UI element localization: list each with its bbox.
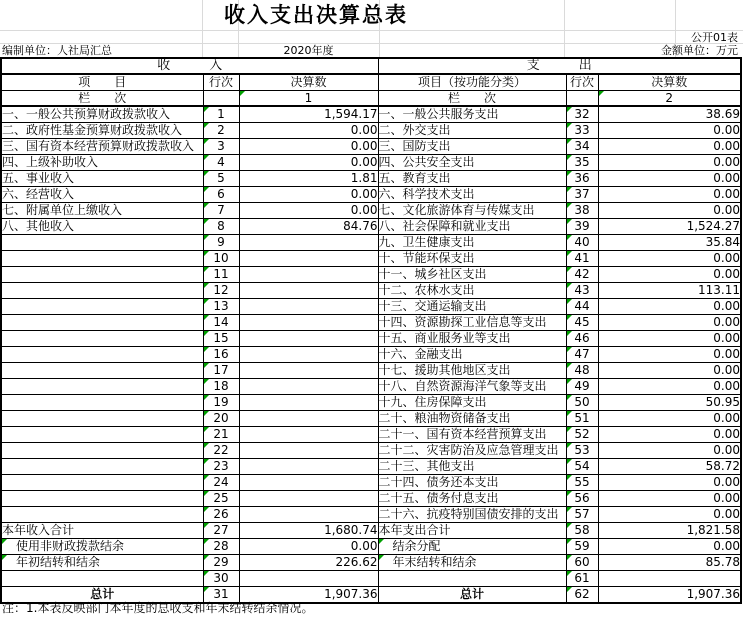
expenditure-line-number-cell: 43 — [566, 283, 598, 299]
expenditure-amount-cell: 0.00 — [598, 123, 741, 139]
expenditure-line-number-cell: 61 — [566, 571, 598, 587]
expenditure-item-cell: 本年支出合计 — [378, 523, 566, 539]
table-row — [1, 523, 741, 539]
income-line-number-cell: 31 — [203, 587, 239, 604]
income-amount-cell: 226.62 — [239, 555, 378, 571]
income-line-number-cell: 20 — [203, 411, 239, 427]
expenditure-amount-cell: 0.00 — [598, 171, 741, 187]
expenditure-item-cell: 二十五、债务付息支出 — [378, 491, 566, 507]
expenditure-item-cell: 十四、资源勘探工业信息等支出 — [378, 315, 566, 331]
income-line-number-cell: 24 — [203, 475, 239, 491]
expenditure-amount-cell: 1,524.27 — [598, 219, 741, 235]
expenditure-line-number-cell: 59 — [566, 539, 598, 555]
income-line-number-cell: 14 — [203, 315, 239, 331]
income-line-number-cell: 12 — [203, 283, 239, 299]
expenditure-item-cell: 十八、自然资源海洋气象等支出 — [378, 379, 566, 395]
expenditure-item-cell: 十三、交通运输支出 — [378, 299, 566, 315]
expenditure-item-cell: 六、科学技术支出 — [378, 187, 566, 203]
income-amount-cell — [239, 491, 378, 507]
income-line-number-cell: 30 — [203, 571, 239, 587]
income-item-cell: 二、政府性基金预算财政拨款收入 — [1, 123, 203, 139]
table-row — [1, 219, 741, 235]
income-item-cell — [1, 459, 203, 475]
expenditure-amount-cell: 0.00 — [598, 491, 741, 507]
expenditure-column-number: 2 — [598, 91, 741, 107]
expenditure-item-cell: 二、外交支出 — [378, 123, 566, 139]
income-line-number-cell: 22 — [203, 443, 239, 459]
income-line-number-cell: 13 — [203, 299, 239, 315]
income-line-number-cell: 9 — [203, 235, 239, 251]
table-row — [1, 123, 741, 139]
income-item-cell — [1, 235, 203, 251]
expenditure-amount-header: 决算数 — [598, 74, 741, 91]
expenditure-item-cell: 结余分配 — [378, 539, 566, 555]
income-item-cell: 六、经营收入 — [1, 187, 203, 203]
income-amount-cell — [239, 299, 378, 315]
table-row — [1, 539, 741, 555]
expenditure-line-number-cell: 58 — [566, 523, 598, 539]
expenditure-item-cell: 二十四、债务还本支出 — [378, 475, 566, 491]
income-amount-cell: 0.00 — [239, 539, 378, 555]
table-row — [1, 106, 741, 123]
expenditure-item-cell: 一、一般公共服务支出 — [378, 106, 566, 123]
table-row — [1, 555, 741, 571]
column-header-row — [1, 74, 741, 91]
expenditure-line-number-cell: 54 — [566, 459, 598, 475]
income-amount-cell: 0.00 — [239, 187, 378, 203]
income-item-cell — [1, 267, 203, 283]
expenditure-amount-cell: 0.00 — [598, 347, 741, 363]
expenditure-item-cell: 十二、农林水支出 — [378, 283, 566, 299]
table-row — [1, 395, 741, 411]
income-line-number-cell: 2 — [203, 123, 239, 139]
income-amount-cell — [239, 411, 378, 427]
income-amount-cell — [239, 251, 378, 267]
table-row — [1, 155, 741, 171]
income-item-cell — [1, 395, 203, 411]
income-item-cell — [1, 379, 203, 395]
expenditure-line-number-cell: 33 — [566, 123, 598, 139]
expenditure-amount-cell: 0.00 — [598, 411, 741, 427]
expenditure-line-number-cell: 47 — [566, 347, 598, 363]
expenditure-line-header: 行次 — [566, 74, 598, 91]
income-item-cell — [1, 347, 203, 363]
income-line-number-cell: 6 — [203, 187, 239, 203]
expenditure-amount-cell: 0.00 — [598, 267, 741, 283]
expenditure-item-cell: 年末结转和结余 — [378, 555, 566, 571]
expenditure-line-number-cell: 56 — [566, 491, 598, 507]
expenditure-amount-cell: 0.00 — [598, 363, 741, 379]
expenditure-line-number-cell: 53 — [566, 443, 598, 459]
expenditure-line-number-cell: 40 — [566, 235, 598, 251]
expenditure-line-number-cell: 38 — [566, 203, 598, 219]
expenditure-item-cell: 四、公共安全支出 — [378, 155, 566, 171]
expenditure-line-number-cell: 44 — [566, 299, 598, 315]
income-amount-cell — [239, 395, 378, 411]
income-item-cell — [1, 571, 203, 587]
expenditure-amount-cell: 0.00 — [598, 427, 741, 443]
final-accounts-table — [0, 57, 742, 604]
income-line-number-cell: 19 — [203, 395, 239, 411]
expenditure-amount-cell: 85.78 — [598, 555, 741, 571]
expenditure-line-number-cell: 32 — [566, 106, 598, 123]
income-section-header: 收 入 — [1, 58, 378, 74]
table-row — [1, 203, 741, 219]
income-line-number-cell: 28 — [203, 539, 239, 555]
table-row — [1, 315, 741, 331]
expenditure-item-cell — [378, 571, 566, 587]
expenditure-line-number-cell: 49 — [566, 379, 598, 395]
expenditure-amount-cell: 0.00 — [598, 475, 741, 491]
income-line-number-cell: 7 — [203, 203, 239, 219]
income-line-number-cell: 29 — [203, 555, 239, 571]
expenditure-amount-cell: 0.00 — [598, 299, 741, 315]
expenditure-amount-cell: 0.00 — [598, 443, 741, 459]
income-amount-cell — [239, 235, 378, 251]
expenditure-amount-cell: 35.84 — [598, 235, 741, 251]
page-title: 收入支出决算总表 — [224, 3, 408, 27]
income-item-cell — [1, 363, 203, 379]
income-amount-cell — [239, 347, 378, 363]
table-row — [1, 187, 741, 203]
expenditure-amount-cell: 1,821.58 — [598, 523, 741, 539]
expenditure-item-cell: 十、节能环保支出 — [378, 251, 566, 267]
income-line-number-cell: 21 — [203, 427, 239, 443]
expenditure-line-number-cell: 35 — [566, 155, 598, 171]
expenditure-item-cell: 十五、商业服务业等支出 — [378, 331, 566, 347]
expenditure-line-number-cell: 34 — [566, 139, 598, 155]
income-item-cell — [1, 411, 203, 427]
income-item-header: 项 目 — [1, 74, 203, 91]
expenditure-item-cell: 七、文化旅游体育与传媒支出 — [378, 203, 566, 219]
expenditure-line-number-cell: 62 — [566, 587, 598, 604]
expenditure-item-cell: 十六、金融支出 — [378, 347, 566, 363]
section-header-row — [1, 58, 741, 74]
expenditure-item-cell: 九、卫生健康支出 — [378, 235, 566, 251]
empty-cell — [203, 91, 239, 107]
table-row — [1, 571, 741, 587]
expenditure-column-label: 栏 次 — [378, 91, 566, 107]
income-amount-cell — [239, 267, 378, 283]
table-row — [1, 139, 741, 155]
expenditure-amount-cell: 113.11 — [598, 283, 741, 299]
footnote: 注：1.本表反映部门本年度的总收支和年末结转结余情况。 — [2, 601, 314, 615]
income-item-cell — [1, 475, 203, 491]
grid-line — [0, 30, 743, 31]
prepared-by-label: 编制单位：人社局汇总 — [2, 44, 112, 57]
expenditure-line-number-cell: 36 — [566, 171, 598, 187]
income-line-number-cell: 18 — [203, 379, 239, 395]
table-row — [1, 427, 741, 443]
income-line-number-cell: 16 — [203, 347, 239, 363]
table-row — [1, 299, 741, 315]
income-item-cell: 八、其他收入 — [1, 219, 203, 235]
income-line-number-cell: 1 — [203, 106, 239, 123]
income-amount-cell: 1,680.74 — [239, 523, 378, 539]
form-code-label: 公开01表 — [691, 31, 738, 44]
table-row — [1, 443, 741, 459]
income-amount-cell: 1.81 — [239, 171, 378, 187]
income-item-cell — [1, 443, 203, 459]
expenditure-line-number-cell: 45 — [566, 315, 598, 331]
table-row — [1, 235, 741, 251]
expenditure-amount-cell: 0.00 — [598, 139, 741, 155]
income-item-cell — [1, 427, 203, 443]
income-item-cell — [1, 299, 203, 315]
table-row — [1, 411, 741, 427]
income-line-number-cell: 23 — [203, 459, 239, 475]
income-item-cell — [1, 251, 203, 267]
expenditure-amount-cell: 0.00 — [598, 315, 741, 331]
income-item-cell — [1, 283, 203, 299]
income-item-cell: 七、附属单位上缴收入 — [1, 203, 203, 219]
expenditure-amount-cell: 38.69 — [598, 106, 741, 123]
income-amount-cell: 0.00 — [239, 139, 378, 155]
expenditure-item-cell: 五、教育支出 — [378, 171, 566, 187]
expenditure-line-number-cell: 37 — [566, 187, 598, 203]
expenditure-amount-cell: 0.00 — [598, 187, 741, 203]
income-line-number-cell: 5 — [203, 171, 239, 187]
expenditure-amount-cell: 58.72 — [598, 459, 741, 475]
table-row — [1, 171, 741, 187]
expenditure-line-number-cell: 55 — [566, 475, 598, 491]
income-item-cell: 三、国有资本经营预算财政拨款收入 — [1, 139, 203, 155]
expenditure-line-number-cell: 41 — [566, 251, 598, 267]
income-line-number-cell: 27 — [203, 523, 239, 539]
expenditure-line-number-cell: 50 — [566, 395, 598, 411]
table-row — [1, 331, 741, 347]
income-amount-cell — [239, 283, 378, 299]
expenditure-item-cell: 总计 — [378, 587, 566, 604]
income-amount-cell — [239, 475, 378, 491]
income-line-number-cell: 11 — [203, 267, 239, 283]
income-line-number-cell: 25 — [203, 491, 239, 507]
income-amount-cell — [239, 331, 378, 347]
income-item-cell: 一、一般公共预算财政拨款收入 — [1, 106, 203, 123]
expenditure-section-header: 支 出 — [378, 58, 741, 74]
expenditure-item-cell: 三、国防支出 — [378, 139, 566, 155]
income-amount-cell: 0.00 — [239, 123, 378, 139]
income-amount-cell: 0.00 — [239, 203, 378, 219]
expenditure-item-cell: 二十二、灾害防治及应急管理支出 — [378, 443, 566, 459]
income-line-number-cell: 3 — [203, 139, 239, 155]
income-line-number-cell: 4 — [203, 155, 239, 171]
table-row — [1, 251, 741, 267]
income-item-cell: 总计 — [1, 587, 203, 604]
income-amount-cell — [239, 363, 378, 379]
expenditure-line-number-cell: 51 — [566, 411, 598, 427]
income-amount-cell — [239, 459, 378, 475]
income-amount-cell — [239, 571, 378, 587]
income-amount-header: 决算数 — [239, 74, 378, 91]
income-item-cell — [1, 331, 203, 347]
expenditure-item-cell: 二十六、抗疫特别国债安排的支出 — [378, 507, 566, 523]
table-row — [1, 363, 741, 379]
income-amount-cell — [239, 315, 378, 331]
expenditure-amount-cell: 0.00 — [598, 331, 741, 347]
expenditure-amount-cell: 0.00 — [598, 251, 741, 267]
expenditure-item-cell: 十七、援助其他地区支出 — [378, 363, 566, 379]
income-item-cell — [1, 491, 203, 507]
expenditure-item-cell: 十九、住房保障支出 — [378, 395, 566, 411]
income-amount-cell — [239, 427, 378, 443]
income-item-cell — [1, 315, 203, 331]
income-amount-cell: 1,907.36 — [239, 587, 378, 604]
income-amount-cell: 1,594.17 — [239, 106, 378, 123]
income-item-cell: 本年收入合计 — [1, 523, 203, 539]
expenditure-item-cell: 二十一、国有资本经营预算支出 — [378, 427, 566, 443]
expenditure-item-cell: 二十三、其他支出 — [378, 459, 566, 475]
expenditure-amount-cell: 1,907.36 — [598, 587, 741, 604]
income-column-label: 栏 次 — [1, 91, 203, 107]
expenditure-item-cell: 二十、粮油物资储备支出 — [378, 411, 566, 427]
expenditure-item-cell: 十一、城乡社区支出 — [378, 267, 566, 283]
expenditure-amount-cell: 0.00 — [598, 539, 741, 555]
table-row — [1, 491, 741, 507]
expenditure-amount-cell: 0.00 — [598, 155, 741, 171]
expenditure-line-number-cell: 39 — [566, 219, 598, 235]
expenditure-line-number-cell: 60 — [566, 555, 598, 571]
table-row — [1, 283, 741, 299]
expenditure-amount-cell: 50.95 — [598, 395, 741, 411]
fiscal-year-label: 2020年度 — [283, 44, 334, 57]
table-body — [1, 106, 741, 603]
income-item-cell — [1, 507, 203, 523]
income-amount-cell — [239, 379, 378, 395]
income-line-number-cell: 15 — [203, 331, 239, 347]
income-line-number-cell: 26 — [203, 507, 239, 523]
table-row — [1, 267, 741, 283]
income-item-cell: 四、上级补助收入 — [1, 155, 203, 171]
income-column-number: 1 — [239, 91, 378, 107]
income-amount-cell: 0.00 — [239, 155, 378, 171]
expenditure-amount-cell — [598, 571, 741, 587]
income-amount-cell — [239, 507, 378, 523]
expenditure-item-header: 项目（按功能分类） — [378, 74, 566, 91]
table-row — [1, 347, 741, 363]
expenditure-line-number-cell: 48 — [566, 363, 598, 379]
income-line-header: 行次 — [203, 74, 239, 91]
expenditure-amount-cell: 0.00 — [598, 379, 741, 395]
expenditure-line-number-cell: 57 — [566, 507, 598, 523]
income-line-number-cell: 17 — [203, 363, 239, 379]
income-amount-cell — [239, 443, 378, 459]
expenditure-line-number-cell: 52 — [566, 427, 598, 443]
table-row — [1, 507, 741, 523]
income-item-cell: 使用非财政拨款结余 — [1, 539, 203, 555]
expenditure-line-number-cell: 46 — [566, 331, 598, 347]
income-amount-cell: 84.76 — [239, 219, 378, 235]
amount-unit-label: 金额单位：万元 — [661, 44, 738, 57]
expenditure-amount-cell: 0.00 — [598, 507, 741, 523]
sheet-header-area — [0, 0, 743, 57]
expenditure-line-number-cell: 42 — [566, 267, 598, 283]
expenditure-amount-cell: 0.00 — [598, 203, 741, 219]
income-item-cell: 五、事业收入 — [1, 171, 203, 187]
table-row — [1, 459, 741, 475]
income-item-cell: 年初结转和结余 — [1, 555, 203, 571]
income-line-number-cell: 10 — [203, 251, 239, 267]
column-number-row — [1, 91, 741, 107]
table-row — [1, 379, 741, 395]
empty-cell — [566, 91, 598, 107]
income-line-number-cell: 8 — [203, 219, 239, 235]
table-row — [1, 475, 741, 491]
expenditure-item-cell: 八、社会保障和就业支出 — [378, 219, 566, 235]
